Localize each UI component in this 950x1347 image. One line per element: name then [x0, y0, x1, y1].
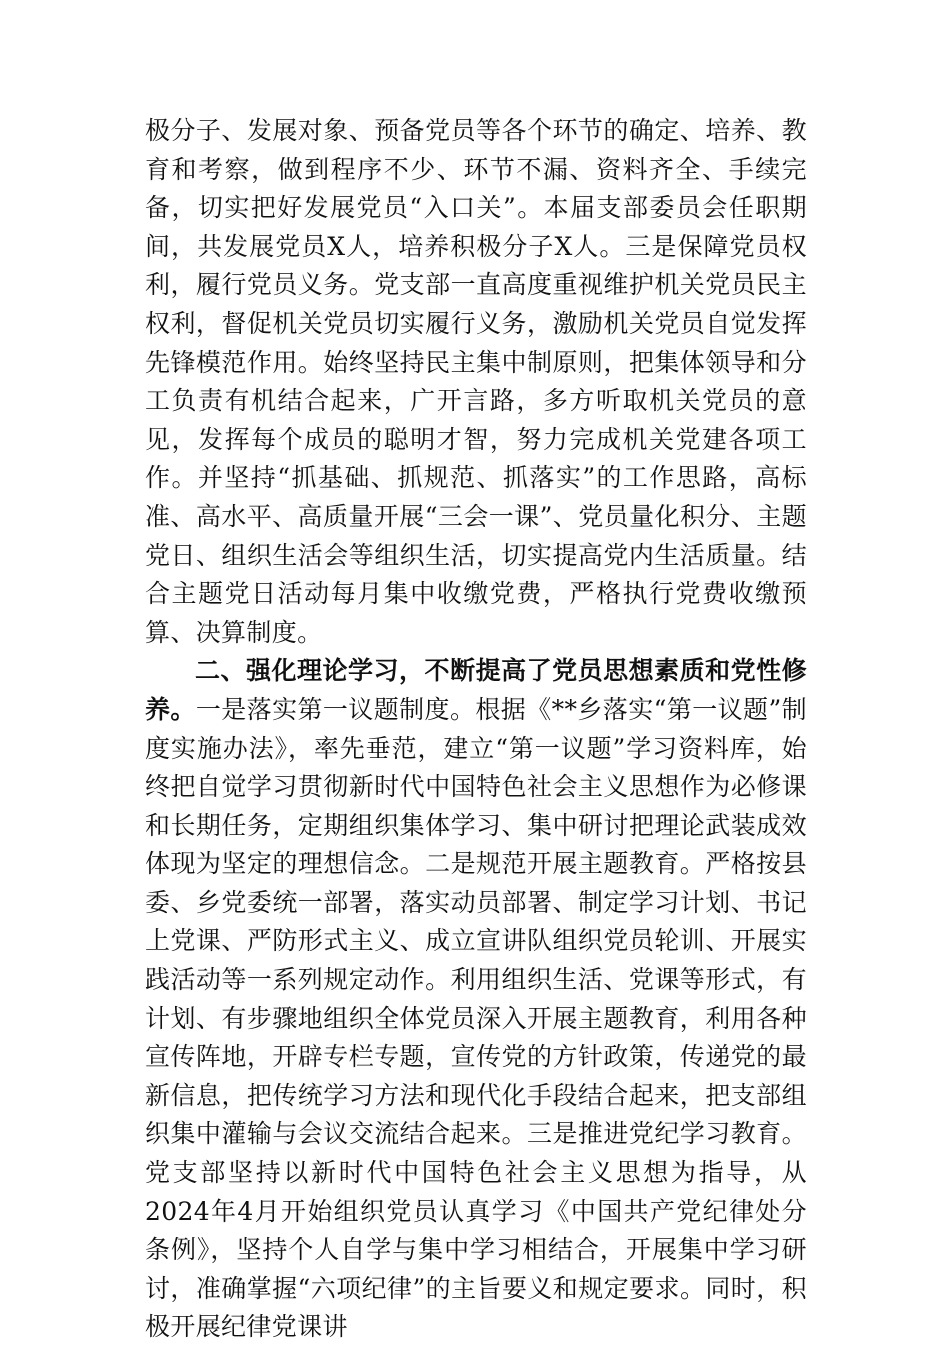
paragraph-party-development	[145, 112, 807, 652]
paragraph-text: 一是落实第一议题制度。根据《**乡落实“第一议题”制度实施办法》，率先垂范，建立“第一议题”学习资料库，始终把自觉学习贯彻新时代中国特色社会主义思想作为必修课和长期任务，定期组织集体学习、集中研讨把理论武装成效体现为坚定的理想信念。二是规范开展主题教育。严格按县委、乡党委统一部署，落实动员部署、制定学习计划、书记上党课、严防形式主义、成立宣讲队组织党员轮训、开展实践活动等一系列规定动作。利用组织生活、党课等形式，有计划、有步骤地组织全体党员深入开展主题教育，利用各种宣传阵地，开辟专栏专题，宣传党的方针政策，传递党的最新信息，把传统学习方法和现代化手段结合起来，把支部组织集中灌输与会议交流结合起来。三是推进党纪学习教育。党支部坚持以新时代中国特色社会主义思想为指导，从2024年4月开始组织党员认真学习《中国共产党纪律处分条例》，坚持个人自学与集中学习相结合，开展集中学习研讨，准确掌握“六项纪律”的主旨要义和规定要求。同时，积极开展纪律党课讲	[145, 694, 807, 1342]
paragraph-text: 极分子、发展对象、预备党员等各个环节的确定、培养、教育和考察，做到程序不少、环节不漏、资料齐全、手续完备，切实把好发展党员“入口关”。本届支部委员会任职期间，共发展党员X人，培养积极分子X人。三是保障党员权利，履行党员义务。党支部一直高度重视维护机关党员民主权利，督促机关党员切实履行义务，激励机关党员自觉发挥先锋模范作用。始终坚持民主集中制原则，把集体领导和分工负责有机结合起来，广开言路，多方听取机关党员的意见，发挥每个成员的聪明才智，努力完成机关党建各项工作。并坚持“抓基础、抓规范、抓落实”的工作思路，高标准、高水平、高质量开展“三会一课”、党员量化积分、主题党日、组织生活会等组织生活，切实提高党内生活质量。结合主题党日活动每月集中收缴党费，严格执行党费收缴预算、决算制度。	[145, 116, 807, 647]
paragraph-theory-study	[145, 652, 807, 1347]
section-heading: 二、强化理论学习，不断提高了党员思想素质和党性修养。	[145, 656, 807, 724]
document-body	[145, 112, 807, 1347]
